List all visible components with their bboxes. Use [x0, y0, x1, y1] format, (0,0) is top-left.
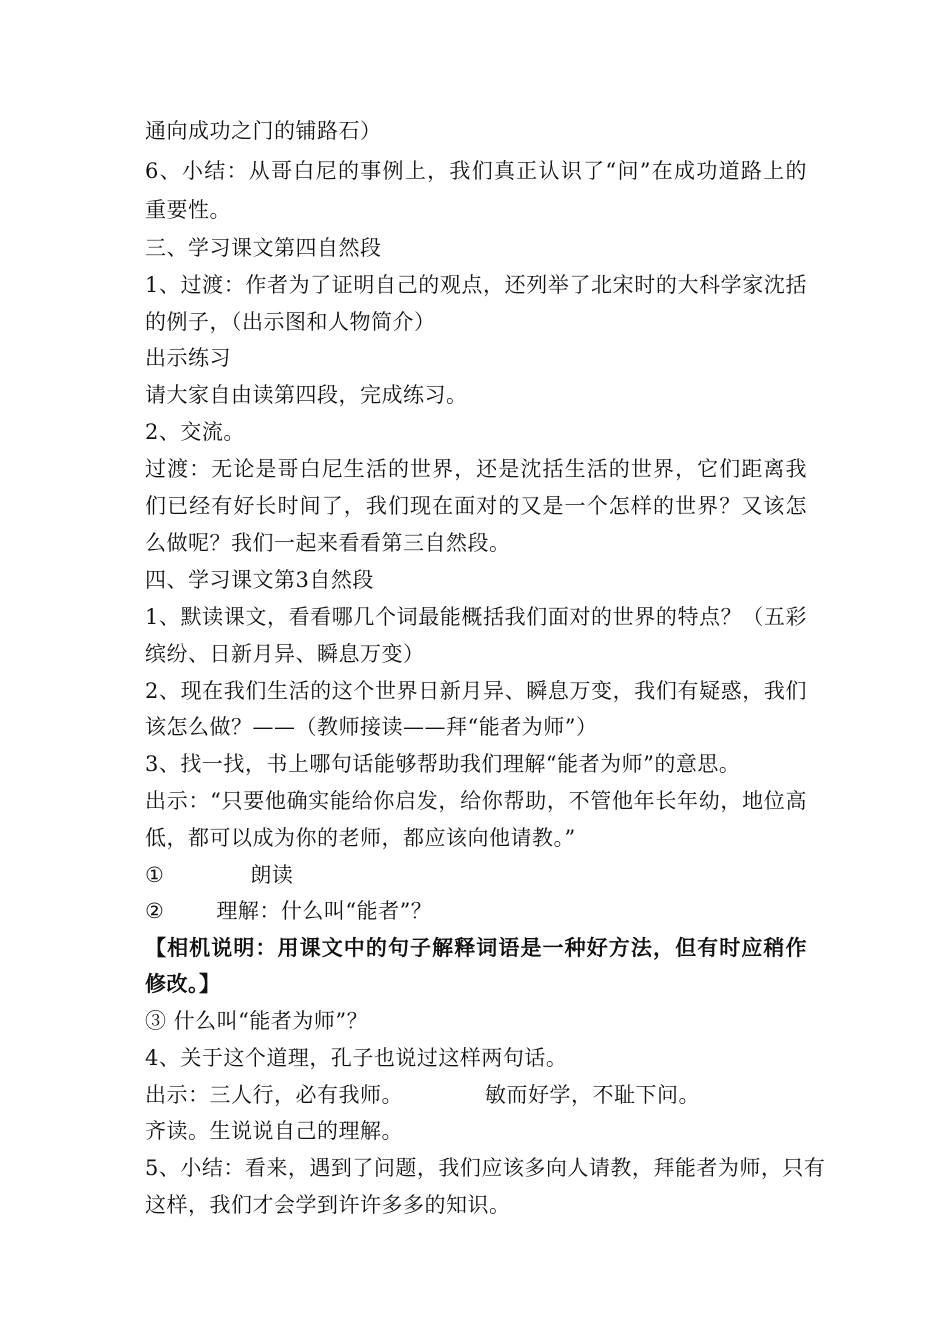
text-line: 出示：“只要他确实能给你启发，给你帮助，不管他年长年幼，地位高	[145, 789, 807, 813]
text-line: 重要性。	[145, 198, 231, 222]
text-line: 1、过渡：作者为了证明自己的观点，还列举了北宋时的大科学家沈括	[145, 273, 807, 297]
list-marker: ②	[145, 899, 165, 923]
list-marker: ①	[145, 863, 165, 887]
text-line: 这样，我们才会学到许许多多的知识。	[145, 1193, 511, 1217]
quote-left: 出示：三人行，必有我师。	[145, 1083, 403, 1107]
text-line: 5、小结：看来，遇到了问题，我们应该多向人请教，拜能者为师，只有	[145, 1156, 826, 1180]
text-line: 缤纷、日新月异、瞬息万变）	[145, 642, 425, 666]
list-item	[145, 898, 432, 924]
text-line: 么做呢？我们一起来看看第三自然段。	[145, 531, 511, 555]
text-line: 请大家自由读第四段，完成练习。	[145, 383, 468, 407]
text-line: 低，都可以成为你的老师，都应该向他请教。”	[145, 826, 576, 850]
text-line: 该怎么做？——（教师接读——拜“能者为师”）	[145, 715, 598, 739]
text-line: 2、现在我们生活的这个世界日新月异、瞬息万变，我们有疑惑，我们	[145, 679, 807, 703]
text-line: 通向成功之门的铺路石）	[145, 119, 382, 143]
text-line: 3、找一找，书上哪句话能够帮助我们理解“能者为师”的意思。	[145, 752, 741, 776]
list-item: ③ 什么叫“能者为师”？	[145, 1009, 369, 1033]
section-heading: 四、学习课文第3自然段	[145, 568, 374, 592]
list-item	[145, 862, 293, 888]
text-line: 1、默读课文，看看哪几个词最能概括我们面对的世界的特点？（五彩	[145, 605, 807, 629]
quote-right: 敏而好学，不耻下问。	[485, 1083, 700, 1107]
text-line: 出示练习	[145, 346, 231, 370]
text-line: 6、小结：从哥白尼的事例上，我们真正认识了“问”在成功道路上的	[145, 159, 807, 183]
note-line: 【相机说明：用课文中的句子解释词语是一种好方法，但有时应稍作	[145, 935, 807, 960]
text-line: 4、关于这个道理，孔子也说过这样两句话。	[145, 1046, 568, 1070]
section-heading: 三、学习课文第四自然段	[145, 236, 382, 260]
text-line: 的例子，（出示图和人物简介）	[145, 310, 436, 334]
quote-line	[145, 1082, 700, 1108]
list-item-text: 理解：什么叫“能者”？	[216, 899, 433, 923]
list-item-text: 朗读	[250, 863, 294, 887]
note-line: 修改。】	[145, 971, 221, 996]
text-line: 过渡：无论是哥白尼生活的世界，还是沈括生活的世界，它们距离我	[145, 457, 807, 481]
text-line: 齐读。生说说自己的理解。	[145, 1119, 403, 1143]
text-line: 们已经有好长时间了，我们现在面对的又是一个怎样的世界？又该怎	[145, 494, 807, 518]
text-line: 2、交流。	[145, 420, 245, 444]
